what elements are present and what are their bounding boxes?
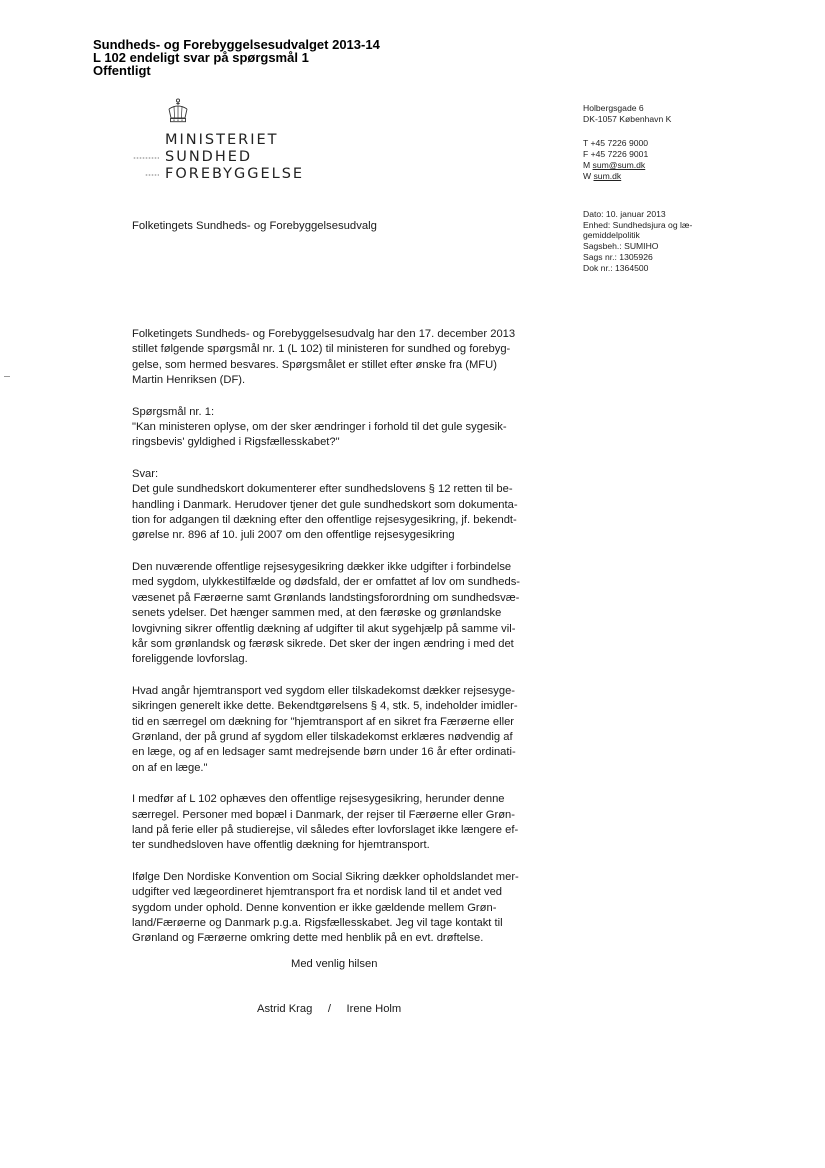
logo-dots-decoration: [133, 157, 159, 159]
logo-line-forebyggelse: FOREBYGGELSE: [165, 166, 305, 182]
address-web-row: W sum.dk: [583, 171, 622, 181]
address-mail-row: M sum@sum.dk: [583, 160, 646, 170]
logo-dots-decoration: [145, 174, 159, 176]
closing-greeting: Med venlig hilsen: [291, 958, 378, 970]
meta-unit-cont: gemiddelpolitik: [583, 230, 640, 241]
email-link[interactable]: sum@sum.dk: [592, 160, 646, 170]
paragraph-answer-1: Svar: Det gule sundhedskort dokumenterer efter sundhedslovens § 12 retten til be- handling i Danmark. Herudover tjener det gule sundhedskort som dokumenta- tion for adgangen til dækning efter den offentlige rejsesygesikring, jf. bekendt- gørelse nr. 896 af 10. juli 2007 om den offentlige rejsesygesikring: [132, 467, 518, 542]
website-link[interactable]: sum.dk: [593, 171, 622, 181]
letter-metadata: [583, 209, 718, 273]
ministry-logo: [125, 98, 305, 188]
letter-body: [132, 327, 562, 963]
meta-unit: Enhed: Sundhedsjura og læ-: [583, 219, 693, 230]
paragraph-answer-4: I medfør af L 102 ophæves den offentlige rejsesygesikring, herunder denne særregel. Personer med bopæl i Danmark, der rejser til Færøerne eller Grøn- land på ferie eller på studierejse, vil således efter lovforslaget ikke længere ef- ter sundhedsloven have offentlig dækning for hjemtransport.: [132, 793, 519, 852]
meta-case-number: Sags nr.: 1305926: [583, 251, 653, 262]
address-fax: F +45 7226 9001: [583, 149, 649, 159]
logo-line-sundhed: SUNDHED: [165, 149, 253, 165]
logo-line-ministeriet: MINISTERIET: [165, 132, 279, 148]
paragraph-answer-2: Den nuværende offentlige rejsesygesikring dækker ikke udgifter i forbindelse med sygdom, ulykkestilfælde og dødsfald, der er omfattet af lov om sundheds- væsenet på Færøerne samt Grønlands landstingsforordning om sundhedsvæ- senets ydelser. Det hænger sammen med, at den færøske og grønlandske lovgivning sikrer offentlig dækning af udgifter til akut sygehjælp på samme vil- kår som grønlandsk og færøsk sikrede. Det sker der ingen ændring i med det foreliggende lovforslag.: [132, 560, 521, 666]
signature: Astrid Krag / Irene Holm: [257, 1003, 402, 1015]
address-street: Holbergsgade 6: [583, 103, 644, 113]
paragraph-answer-3: Hvad angår hjemtransport ved sygdom eller tilskadekomst dækker rejsesyge- sikringen generelt ikke dette. Bekendtgørelsens § 4, stk. 5, indeholder imidler- tid en særregel om dækning for "hjemtransport af en sikret fra Færøerne eller Grønland, der på grund af sygdom eller tilskadekomst erklæres nødvendig af en læge, og af en ledsager samt medrejsende børn under 16 år efter ordinati- on af en læge.": [132, 684, 518, 774]
header-reference: L 102 endeligt svar på spørgsmål 1: [93, 50, 309, 65]
address-city: DK-1057 København K: [583, 114, 672, 124]
margin-mark: [4, 376, 10, 377]
header-status: Offentligt: [93, 63, 151, 78]
ministry-address: [583, 103, 671, 182]
meta-case-handler: Sagsbeh.: SUMIHO: [583, 241, 659, 252]
meta-document-number: Dok nr.: 1364500: [583, 262, 649, 273]
document-header: [93, 38, 380, 77]
address-phone: T +45 7226 9000: [583, 138, 649, 148]
paragraph-answer-5: Ifølge Den Nordiske Konvention om Social Sikring dækker opholdslandet mer- udgifter ved lægeordineret hjemtransport fra et nordisk land til et andet ved sygdom under ophold. Denne konvention er ikke gældende mellem Grøn- land/Færøerne og Danmark p.g.a. Rigsfællesskabet. Jeg vil tage kontakt til Grønland og Færøerne omkring dette med henblik på en evt. drøftelse.: [132, 870, 519, 945]
recipient: Folketingets Sundheds- og Forebyggelsesudvalg: [132, 220, 377, 232]
paragraph-intro: Folketingets Sundheds- og Forebyggelsesudvalg har den 17. december 2013 stillet følgende spørgsmål nr. 1 (L 102) til ministeren for sundhed og forebyg- gelse, som hermed besvares. Spørgsmålet er stillet efter ønske fra (MFU) Martin Henriksen (DF).: [132, 328, 516, 387]
royal-crown-icon: [166, 98, 190, 126]
meta-date: Dato: 10. januar 2013: [583, 209, 666, 219]
header-committee: Sundheds- og Forebyggelsesudvalget 2013-14: [93, 37, 380, 52]
paragraph-question: Spørgsmål nr. 1: "Kan ministeren oplyse, om der sker ændringer i forhold til det gule sygesik- ringsbevis' gyldighed i Rigsfællesskabet?": [132, 405, 507, 449]
